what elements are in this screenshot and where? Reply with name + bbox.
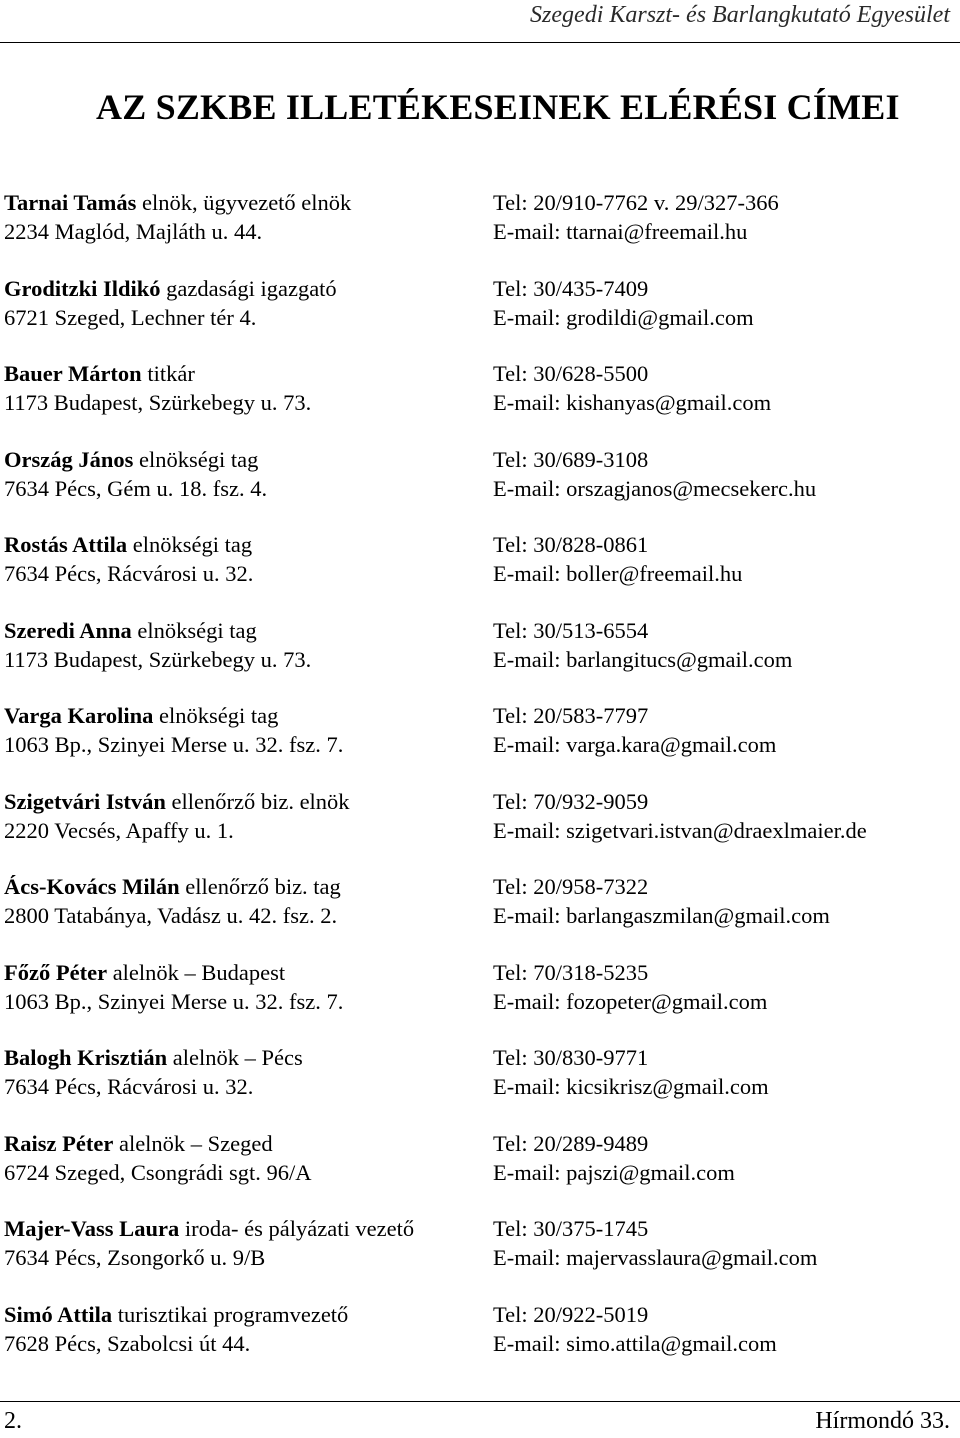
contact-name: Groditzki Ildikó (4, 275, 161, 301)
contact-address: 1173 Budapest, Szürkebegy u. 73. (4, 646, 312, 672)
contact-details (493, 530, 953, 590)
contact-phone: Tel: 70/318-5235 (493, 959, 649, 985)
contact-role: titkár (147, 361, 195, 386)
contact-email: E-mail: fozopeter@gmail.com (493, 988, 768, 1014)
contact-role: elnökségi tag (132, 532, 253, 557)
contact-email: E-mail: barlangaszmilan@gmail.com (493, 903, 830, 928)
contact-details (493, 445, 953, 505)
contact-address: 1063 Bp., Szinyei Merse u. 32. fsz. 7. (4, 732, 344, 757)
contact-name: Simó Attila (4, 1301, 113, 1327)
contact-address: 1063 Bp., Szinyei Merse u. 32. fsz. 7. (4, 988, 344, 1014)
contact-role: gazdasági igazgató (166, 275, 337, 301)
contact-phone: Tel: 20/958-7322 (493, 874, 649, 899)
contact-address: 7628 Pécs, Szabolcsi út 44. (4, 1330, 251, 1356)
contact-phone: Tel: 30/828-0861 (493, 532, 649, 557)
contact-details (493, 1129, 953, 1189)
contact-role: elnökségi tag (139, 446, 259, 472)
contact-role: turisztikai programvezető (117, 1301, 349, 1327)
contact-name: Rostás Attila (4, 532, 128, 557)
contact-entry (4, 787, 956, 873)
contact-phone: Tel: 20/910-7762 v. 29/327-366 (493, 190, 779, 215)
contact-details (493, 872, 953, 932)
contact-entry (4, 958, 956, 1044)
contact-details (493, 359, 953, 419)
contact-name-line (4, 1129, 273, 1159)
contact-email: E-mail: kishanyas@gmail.com (493, 390, 772, 415)
contact-name: Főző Péter (4, 959, 108, 985)
contact-email: E-mail: ttarnai@freemail.hu (493, 219, 748, 244)
contact-entry (4, 616, 956, 702)
header-title: Szegedi Karszt- és Barlangkutató Egyesület (530, 2, 950, 28)
contact-email: E-mail: grodildi@gmail.com (493, 304, 754, 330)
contact-entry (4, 530, 956, 616)
contact-phone: Tel: 70/932-9059 (493, 788, 649, 814)
contact-name-line (4, 616, 257, 646)
contact-entry (4, 1129, 956, 1215)
contact-details (493, 1214, 953, 1274)
contact-role: ellenőrző biz. tag (185, 874, 341, 899)
contact-details (493, 274, 953, 334)
contact-name-line (4, 872, 341, 902)
contact-name: Balogh Krisztián (4, 1045, 168, 1070)
contact-phone: Tel: 20/922-5019 (493, 1301, 649, 1327)
contact-role: alelnök – Pécs (172, 1045, 303, 1070)
page-header (0, 0, 960, 43)
contact-entry (4, 701, 956, 787)
contact-email: E-mail: pajszi@gmail.com (493, 1159, 735, 1185)
contact-phone: Tel: 30/689-3108 (493, 446, 649, 472)
contact-name: Majer-Vass Laura (4, 1216, 180, 1241)
contact-address: 7634 Pécs, Gém u. 18. fsz. 4. (4, 475, 268, 501)
contact-role: alelnök – Szeged (118, 1130, 273, 1156)
page-number: 2. (4, 1408, 22, 1434)
contact-entry (4, 1214, 956, 1300)
contact-role: elnökségi tag (137, 617, 257, 643)
contact-entry (4, 274, 956, 360)
contact-entry (4, 445, 956, 531)
contact-address: 6724 Szeged, Csongrádi sgt. 96/A (4, 1159, 312, 1185)
contact-phone: Tel: 30/830-9771 (493, 1045, 649, 1070)
contact-list (4, 188, 956, 1385)
contact-entry (4, 359, 956, 445)
contact-address: 7634 Pécs, Zsongorkő u. 9/B (4, 1245, 266, 1270)
contact-name: Bauer Márton (4, 361, 142, 386)
contact-name-line (4, 701, 278, 731)
contact-name: Szigetvári István (4, 788, 166, 814)
contact-name: Raisz Péter (4, 1130, 114, 1156)
contact-name-line (4, 274, 337, 304)
contact-phone: Tel: 30/435-7409 (493, 275, 649, 301)
contact-name: Ország János (4, 446, 134, 472)
contact-email: E-mail: majervasslaura@gmail.com (493, 1245, 818, 1270)
contact-details (493, 787, 953, 847)
contact-name: Varga Karolina (4, 703, 154, 728)
contact-email: E-mail: varga.kara@gmail.com (493, 732, 777, 757)
contact-name-line (4, 1043, 303, 1073)
contact-email: E-mail: boller@freemail.hu (493, 561, 743, 586)
contact-phone: Tel: 20/289-9489 (493, 1130, 649, 1156)
contact-name: Szeredi Anna (4, 617, 132, 643)
contact-name: Ács-Kovács Milán (4, 874, 180, 899)
contact-details (493, 701, 953, 761)
contact-email: E-mail: kicsikrisz@gmail.com (493, 1074, 769, 1099)
contact-entry (4, 188, 956, 274)
contact-phone: Tel: 30/375-1745 (493, 1216, 649, 1241)
contact-entry (4, 872, 956, 958)
contact-address: 7634 Pécs, Rácvárosi u. 32. (4, 561, 254, 586)
contact-name: Tarnai Tamás (4, 190, 137, 215)
contact-phone: Tel: 30/513-6554 (493, 617, 649, 643)
contact-name-line (4, 188, 351, 218)
contact-details (493, 616, 953, 676)
contact-details (493, 958, 953, 1018)
contact-name-line (4, 787, 350, 817)
contact-address: 2234 Maglód, Majláth u. 44. (4, 219, 263, 244)
page-footer (0, 1401, 960, 1438)
contact-entry (4, 1300, 956, 1386)
contact-name-line (4, 359, 195, 389)
contact-address: 6721 Szeged, Lechner tér 4. (4, 304, 257, 330)
contact-address: 1173 Budapest, Szürkebegy u. 73. (4, 390, 312, 415)
contact-role: ellenőrző biz. elnök (171, 788, 350, 814)
contact-role: iroda- és pályázati vezető (184, 1216, 415, 1241)
contact-phone: Tel: 20/583-7797 (493, 703, 649, 728)
contact-details (493, 188, 953, 248)
document-title: AZ SZKBE ILLETÉKESEINEK ELÉRÉSI CÍMEI (96, 87, 900, 127)
contact-name-line (4, 445, 258, 475)
contact-email: E-mail: simo.attila@gmail.com (493, 1330, 777, 1356)
contact-name-line (4, 958, 285, 988)
contact-details (493, 1300, 953, 1360)
contact-address: 7634 Pécs, Rácvárosi u. 32. (4, 1074, 254, 1099)
contact-email: E-mail: orszagjanos@mecsekerc.hu (493, 475, 817, 501)
contact-email: E-mail: barlangitucs@gmail.com (493, 646, 793, 672)
contact-address: 2220 Vecsés, Apaffy u. 1. (4, 817, 234, 843)
contact-details (493, 1043, 953, 1103)
contact-name-line (4, 1300, 348, 1330)
publication-name: Hírmondó 33. (815, 1408, 950, 1434)
contact-name-line (4, 530, 252, 560)
contact-phone: Tel: 30/628-5500 (493, 361, 649, 386)
contact-role: elnök, ügyvezető elnök (141, 190, 352, 215)
contact-entry (4, 1043, 956, 1129)
contact-role: elnökségi tag (159, 703, 279, 728)
contact-address: 2800 Tatabánya, Vadász u. 42. fsz. 2. (4, 903, 338, 928)
contact-email: E-mail: szigetvari.istvan@draexlmaier.de (493, 817, 867, 843)
contact-role: alelnök – Budapest (112, 959, 286, 985)
contact-name-line (4, 1214, 414, 1244)
